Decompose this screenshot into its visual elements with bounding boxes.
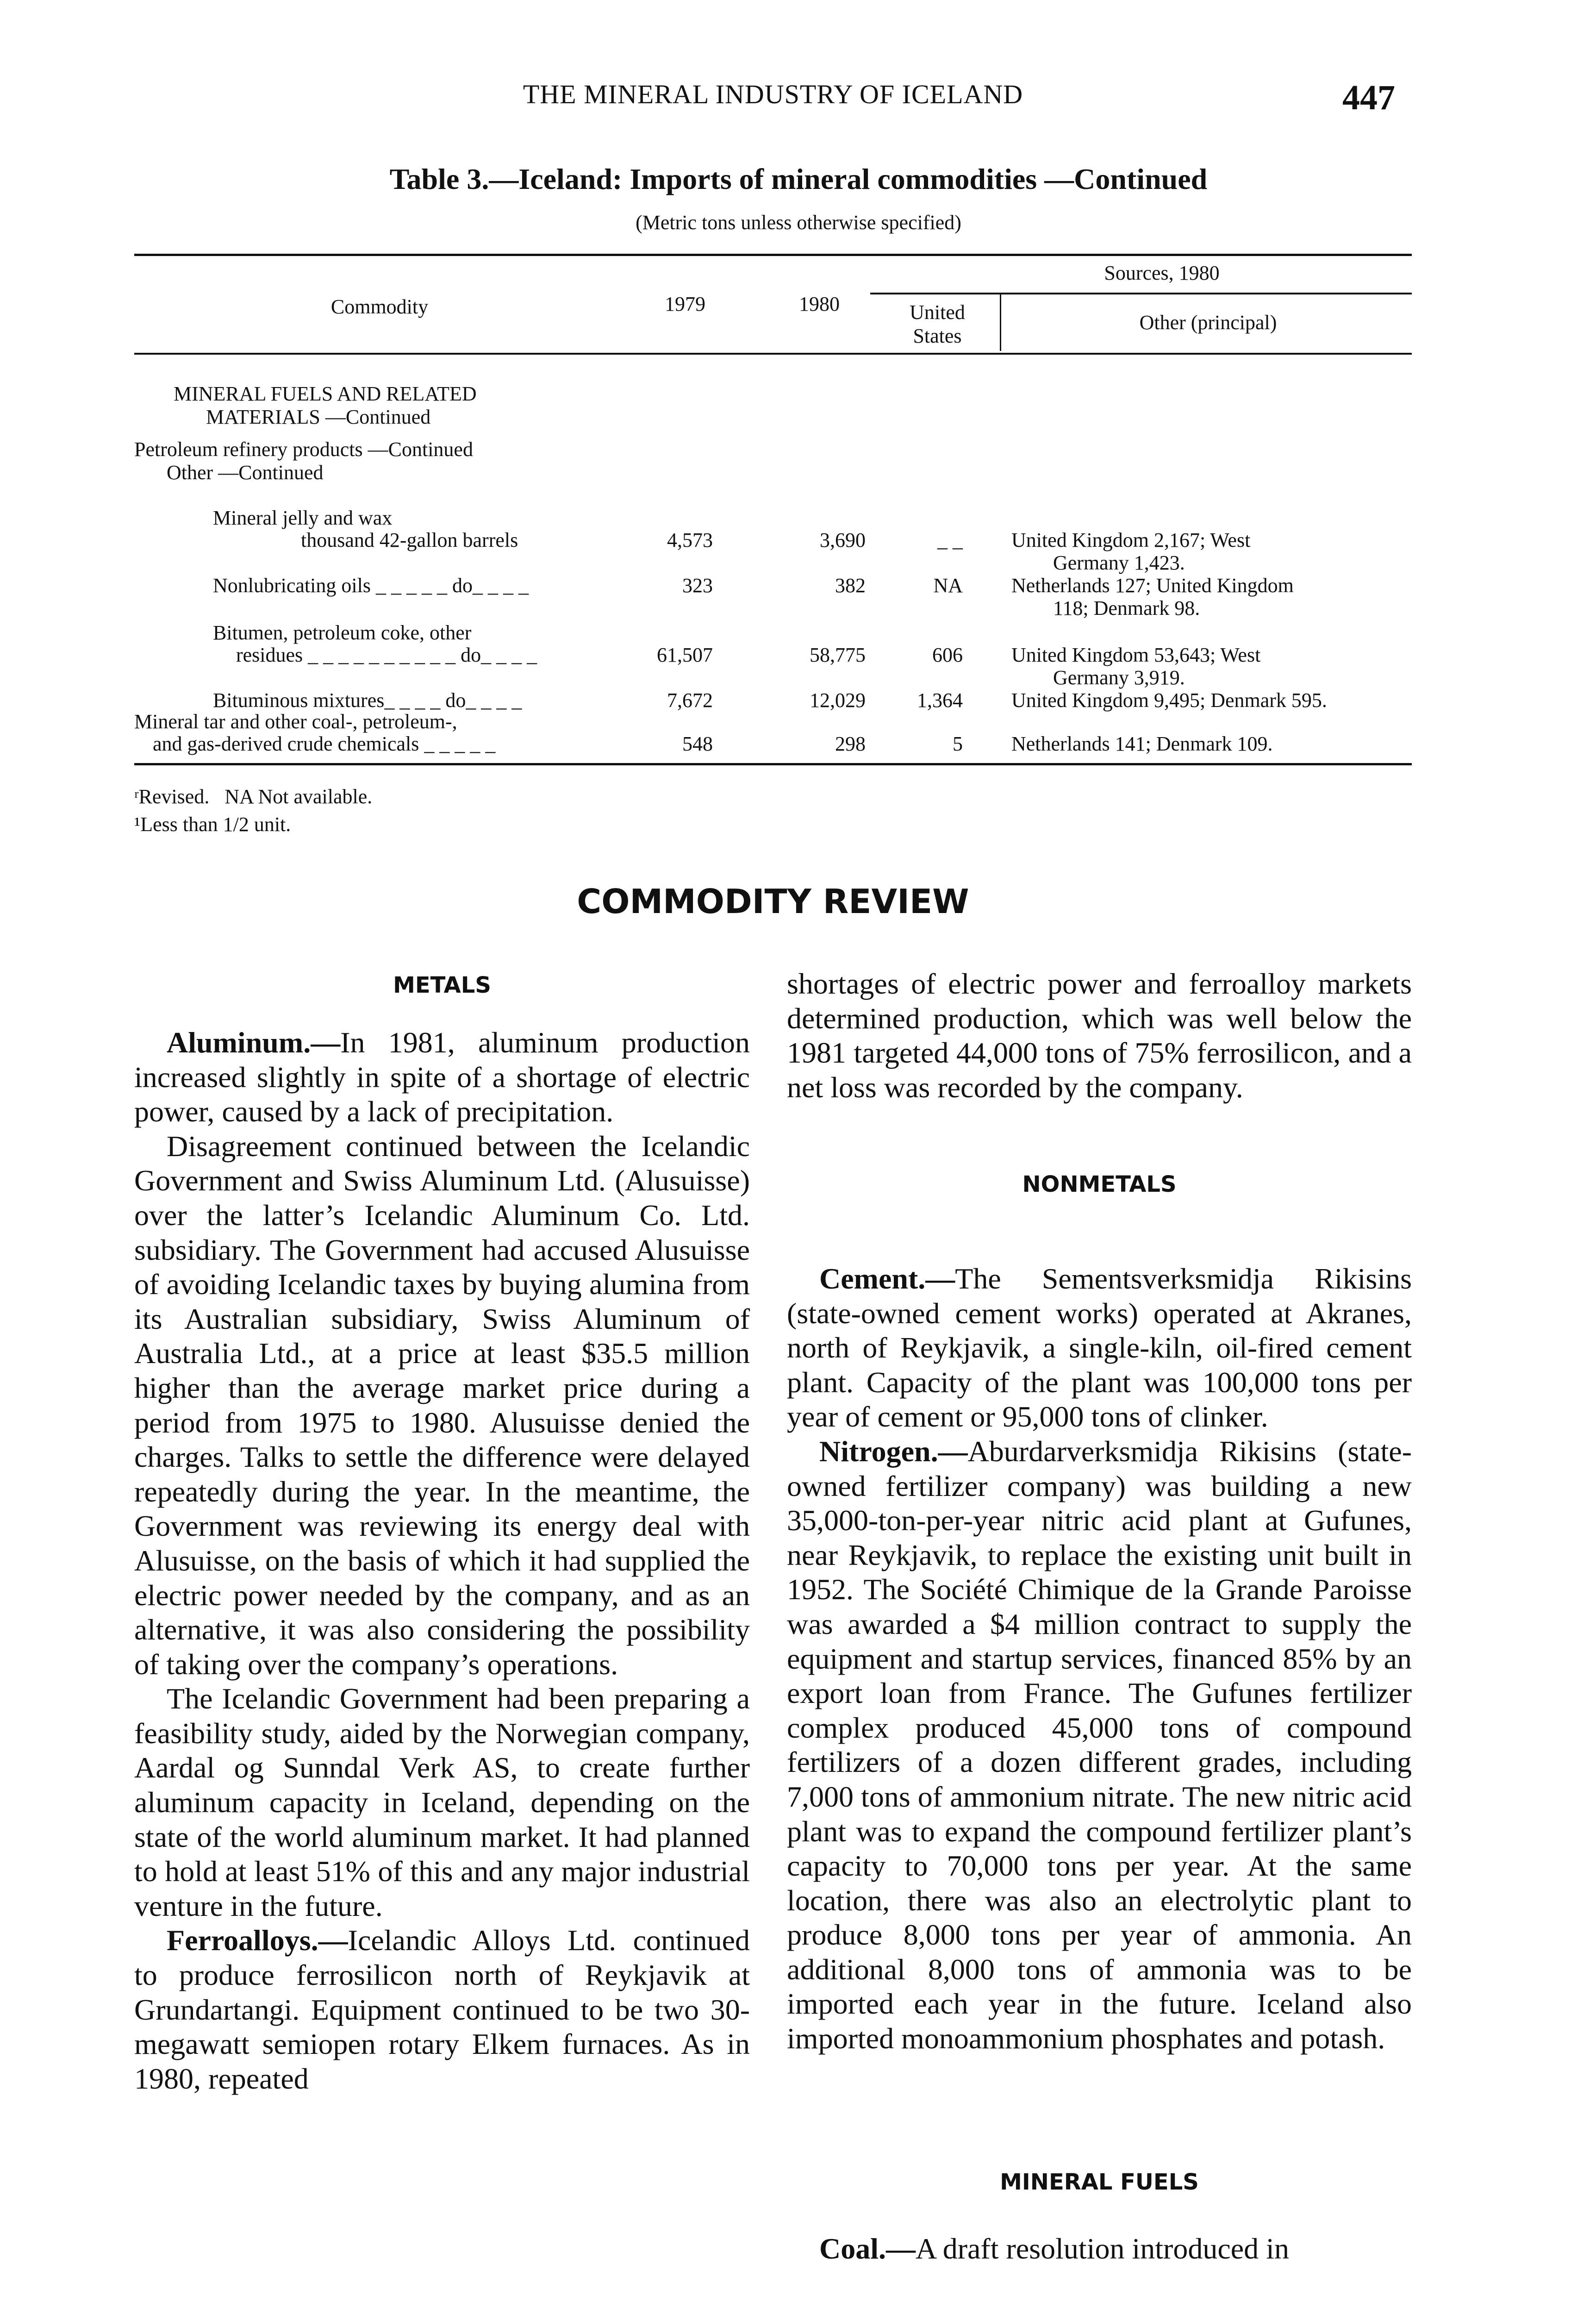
other-sources [1011,529,1391,575]
paragraph-lead: Ferroalloys.— [167,1924,348,1957]
value-1980: 3,690 [820,529,866,551]
nonmetals-heading: NONMETALS [1022,1171,1177,1197]
commodity-name: Mineral jelly and wax [213,507,393,529]
value-united-states: 1,364 [917,689,963,712]
commodity-name: residues _ _ _ _ _ _ _ _ _ _ do_ _ _ _ [236,644,537,666]
table-top-rule [134,254,1412,256]
header-united-states: United States [910,301,965,347]
paragraph-lead: Coal.— [819,2232,916,2265]
paragraph-lead: Cement.— [819,1262,955,1295]
other-sources [1011,644,1391,689]
other-sources-line: Netherlands 127; United Kingdom [1011,574,1294,597]
left-column [134,1026,750,2096]
commodity-name: Mineral tar and other coal-, petroleum-, [134,710,457,733]
sources-rule [870,293,1412,294]
value-united-states: 5 [953,732,963,755]
commodity-name: Bituminous mixtures_ _ _ _ do_ _ _ _ [213,689,522,712]
value-1979: 548 [682,732,713,755]
other-sources [1011,689,1414,712]
other-sources-line: Netherlands 141; Denmark 109. [1011,732,1273,755]
other-sources-line: United Kingdom 2,167; West [1011,529,1251,551]
footnote: ¹Less than 1/2 unit. [134,813,291,836]
value-1979: 7,672 [667,689,713,712]
paragraph-text: Aburdarverksmidja Rikisins (state-owned fertilizer company) was building a new 35,000-ton-per-year nitric acid plant at Gufunes, near Reykjavik, to replace the existing unit built in 1952. The Société Chimique de la Grande Paroisse was awarded a $4 million contract to supply the equipment and startup services, financed 85% by an export loan from France. The Gufunes fertilizer complex produced 45,000 tons of compound fertilizers of a dozen different grades, including 7,000 tons of ammonium nitrate. The new nitric acid plant was to expand the compound fertilizer plant’s capacity to 70,000 tons per year. At the same location, there was also an electrolytic plant to produce 8,000 tons per year of ammonia. An additional 8,000 tons of ammonia was to be imported each year in the future. Iceland also imported monoammonium phosphates and potash. [787,1434,1412,2055]
right-column-bottom [787,2232,1412,2266]
right-column-top [787,967,1412,1105]
table-header-rule [134,353,1412,355]
other-sources-line: Germany 1,423. [1053,551,1185,575]
other-sources-line: 118; Denmark 98. [1053,597,1200,620]
value-united-states: _ _ [937,529,963,551]
page-number: 447 [1342,78,1395,117]
value-united-states: 606 [932,644,963,666]
table-title: Table 3.—Iceland: Imports of mineral commodities —Continued [389,163,1208,195]
other-sources [1011,574,1391,620]
value-united-states: NA [933,574,963,597]
paragraph [787,1262,1412,1434]
header-1980: 1980 [799,293,840,315]
section-title: COMMODITY REVIEW [577,882,969,921]
running-head: THE MINERAL INDUSTRY OF ICELAND [523,79,1023,109]
paragraph [134,1026,750,1129]
us-column-divider [1000,294,1001,351]
paragraph [787,967,1412,1105]
value-1980: 12,029 [810,689,866,712]
value-1979: 4,573 [667,529,713,551]
other-sources-line: United Kingdom 9,495; Denmark 595. [1011,689,1327,712]
other-sources-line: Germany 3,919. [1053,666,1185,689]
paragraph-text: Disagreement continued between the Icelandic Government and Swiss Aluminum Ltd. (Alusuisse) over the latter’s Icelandic Aluminum Co. Ltd. subsidiary. The Government had accused Alusuisse of avoiding Icelandic taxes by buying alumina from its Australian subsidiary, Swiss Aluminum of Australia Ltd., at a price at least $35.5 million higher than the average market price during a period from 1975 to 1980. Alusuisse denied the charges. Talks to settle the difference were delayed repeatedly during the year. In the meantime, the Government was reviewing its energy deal with Alusuisse, on the basis of which it had supplied the electric power needed by the company, and as an alternative, it was also considering the possibility of taking over the company’s operations. [134,1129,750,1681]
paragraph-text: In 1981, aluminum production increased slightly in spite of a shortage of electric power, caused by a lack of precipitation. [134,1026,750,1128]
right-column-middle [787,1262,1412,2056]
paragraph-text: The Sementsverksmidja Rikisins (state-owned cement works) operated at Akranes, north of Reykjavik, a single-kiln, oil-fired cement plant. Capacity of the plant was 100,000 tons per year of cement or 95,000 tons of clinker. [787,1262,1412,1433]
paragraph-text: Icelandic Alloys Ltd. continued to produce ferrosilicon north of Reykjavik at Grundartangi. Equipment continued to be two 30-megawatt semiopen rotary Elkem furnaces. As in 1980, repeated [134,1924,750,2095]
value-1980: 298 [835,732,866,755]
paragraph [134,1682,750,1923]
other-sources-line: United Kingdom 53,643; West [1011,644,1261,666]
metals-heading: METALS [393,972,491,998]
group-line: MINERAL FUELS AND RELATED [174,382,477,405]
header-1979: 1979 [665,293,705,315]
paragraph [134,1923,750,2096]
paragraph-text: shortages of electric power and ferroalloy markets determined production, which was well below the 1981 targeted 44,000 tons of 75% ferrosilicon, and a net loss was recorded by the company. [787,967,1412,1104]
commodity-name: and gas-derived crude chemicals _ _ _ _ _ [153,732,496,755]
paragraph-lead: Aluminum.— [167,1026,341,1059]
other-sources [1011,732,1391,755]
paragraph-text: A draft resolution introduced in [916,2232,1289,2265]
group-line: Petroleum refinery products —Continued [134,438,473,461]
value-1979: 323 [682,574,713,597]
commodity-name: thousand 42-gallon barrels [301,529,518,551]
mineral-fuels-heading: MINERAL FUELS [1000,2169,1199,2195]
table-subtitle: (Metric tons unless otherwise specified) [636,211,961,234]
paragraph [134,1129,750,1682]
table-bottom-rule [134,763,1412,765]
paragraph [787,2232,1412,2266]
commodity-name: Bitumen, petroleum coke, other [213,621,472,644]
footnote: ʳRevised. NA Not available. [134,785,373,808]
paragraph [787,1434,1412,2056]
header-sources: Sources, 1980 [1104,262,1220,284]
paragraph-text: The Icelandic Government had been preparing a feasibility study, aided by the Norwegian company, Aardal og Sunndal Verk AS, to create further aluminum capacity in Iceland, depending on the state of the world aluminum market. It had planned to hold at least 51% of this and any major industrial venture in the future. [134,1682,750,1922]
commodity-name: Nonlubricating oils _ _ _ _ _ do_ _ _ _ [213,574,529,597]
value-1979: 61,507 [657,644,713,666]
group-line: MATERIALS —Continued [206,406,431,428]
header-other-principal: Other (principal) [1139,311,1277,334]
value-1980: 382 [835,574,866,597]
value-1980: 58,775 [810,644,866,666]
paragraph-lead: Nitrogen.— [819,1434,968,1468]
group-line: Other —Continued [167,461,324,484]
header-commodity: Commodity [330,295,429,318]
